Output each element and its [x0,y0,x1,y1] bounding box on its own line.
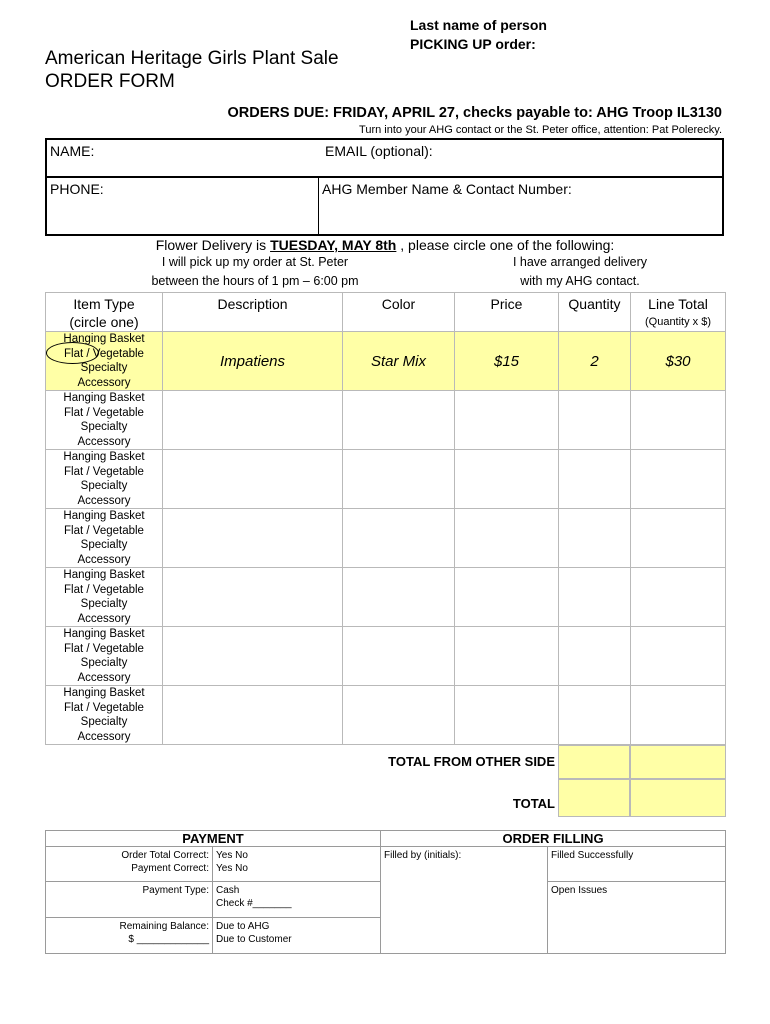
title-line-2: ORDER FORM [45,71,175,92]
total-other-side-label: TOTAL FROM OTHER SIDE [388,754,555,769]
price-cell[interactable] [455,391,559,450]
item-type-cell[interactable]: Hanging Basket Flat / Vegetable Specialty Accessory [46,686,163,745]
description-cell[interactable] [163,391,343,450]
description-cell[interactable] [163,450,343,509]
turn-in-instructions: Turn into your AHG contact or the St. Peter office, attention: Pat Polerecky. [359,124,722,136]
orders-due-notice: ORDERS DUE: FRIDAY, APRIL 27, checks payable to: AHG Troop IL3130 [227,105,722,121]
delivery-option[interactable] [470,253,690,291]
name-email-box[interactable] [45,138,724,178]
payment-type-label: Payment Type: [46,882,213,918]
quantity-cell[interactable] [559,391,631,450]
table-row [46,450,726,509]
table-row [46,568,726,627]
color-cell[interactable] [343,627,455,686]
name-label: NAME: [50,143,95,159]
form-title [45,47,339,93]
description-cell[interactable] [163,627,343,686]
color-cell[interactable] [343,568,455,627]
balance-options[interactable]: Due to AHG Due to Customer [213,918,381,954]
total-field-2[interactable] [630,779,726,817]
payment-header-row [46,831,726,847]
delivery-notice [45,237,725,253]
price-cell[interactable] [455,686,559,745]
item-type-cell[interactable]: Hanging Basket Flat / Vegetable Specialty Accessory [46,391,163,450]
table-header-row [46,293,726,332]
payment-row-1 [46,847,726,882]
total-row [45,779,725,817]
delivery-option-line-2: with my AHG contact. [520,274,640,288]
pickup-option-line-1: I will pick up my order at St. Peter [161,255,349,269]
color-cell[interactable]: Star Mix [343,332,455,391]
color-cell[interactable] [343,509,455,568]
payment-type-options[interactable]: Cash Check #_______ [213,882,381,918]
quantity-cell[interactable] [559,568,631,627]
line-total-cell[interactable] [631,627,726,686]
description-cell[interactable] [163,686,343,745]
member-label: AHG Member Name & Contact Number: [322,181,572,197]
delivery-option-line-1: I have arranged delivery [512,255,648,269]
example-row [46,332,726,391]
table-row [46,686,726,745]
email-label: EMAIL (optional): [325,143,433,159]
description-cell[interactable] [163,568,343,627]
filled-success-cell[interactable]: Filled Successfully [548,847,726,882]
line-total-cell[interactable] [631,509,726,568]
total-label: TOTAL [512,796,555,811]
total-other-side-field-2[interactable] [630,745,726,779]
col-description: Description [163,293,343,332]
remaining-balance-label: Remaining Balance: $ _____________ [46,918,213,954]
item-type-cell[interactable]: Hanging Basket Flat / Vegetable Specialty Accessory [46,627,163,686]
line-total-cell[interactable]: $30 [631,332,726,391]
line-total-cell[interactable] [631,568,726,627]
payment-table [45,830,726,954]
filled-by-cell[interactable]: Filled by (initials): [381,847,548,954]
col-price: Price [455,293,559,332]
item-type-cell[interactable]: Hanging Basket Flat / Vegetable Specialty Accessory [46,509,163,568]
price-cell[interactable] [455,509,559,568]
line-total-cell[interactable] [631,391,726,450]
quantity-cell[interactable] [559,686,631,745]
color-cell[interactable] [343,450,455,509]
color-cell[interactable] [343,391,455,450]
item-type-cell[interactable]: Hanging Basket Flat / Vegetable Specialty Accessory [46,332,163,391]
color-cell[interactable] [343,686,455,745]
table-row [46,627,726,686]
col-item-type: Item Type (circle one) [46,293,163,332]
col-quantity: Quantity [559,293,631,332]
box-divider [318,178,319,234]
pickup-line-2: PICKING UP order: [410,36,536,52]
totals-section [45,745,725,817]
table-row [46,391,726,450]
description-cell[interactable]: Impatiens [163,332,343,391]
total-other-side-row [45,745,725,779]
price-cell[interactable] [455,568,559,627]
price-cell[interactable] [455,627,559,686]
selection-circle [46,342,99,364]
total-field-1[interactable] [558,779,630,817]
item-type-cell[interactable]: Hanging Basket Flat / Vegetable Specialty Accessory [46,568,163,627]
title-line-1: American Heritage Girls Plant Sale [45,48,339,69]
correct-labels: Order Total Correct: Payment Correct: [46,847,213,882]
price-cell[interactable] [455,450,559,509]
col-line-total: Line Total (Quantity x $) [631,293,726,332]
phone-label: PHONE: [50,181,104,197]
pickup-option[interactable] [110,253,400,291]
phone-member-box[interactable] [45,176,724,236]
pickup-line-1: Last name of person [410,17,547,33]
item-type-cell[interactable]: Hanging Basket Flat / Vegetable Specialty Accessory [46,450,163,509]
payment-header: PAYMENT [46,831,381,847]
quantity-cell[interactable]: 2 [559,332,631,391]
col-color: Color [343,293,455,332]
open-issues-cell[interactable]: Open Issues [548,882,726,954]
price-cell[interactable]: $15 [455,332,559,391]
delivery-prefix: Flower Delivery is [155,237,271,253]
pickup-name-label [410,16,547,54]
line-total-cell[interactable] [631,450,726,509]
quantity-cell[interactable] [559,627,631,686]
quantity-cell[interactable] [559,509,631,568]
delivery-suffix: , please circle one of the following: [396,237,615,253]
quantity-cell[interactable] [559,450,631,509]
correct-options[interactable]: Yes No Yes No [213,847,381,882]
pickup-option-line-2: between the hours of 1 pm – 6:00 pm [151,274,359,288]
total-other-side-field-1[interactable] [558,745,630,779]
line-total-cell[interactable] [631,686,726,745]
table-row [46,509,726,568]
items-table [45,292,726,745]
order-filling-header: ORDER FILLING [381,831,726,847]
delivery-date: TUESDAY, MAY 8th [270,237,397,253]
description-cell[interactable] [163,509,343,568]
